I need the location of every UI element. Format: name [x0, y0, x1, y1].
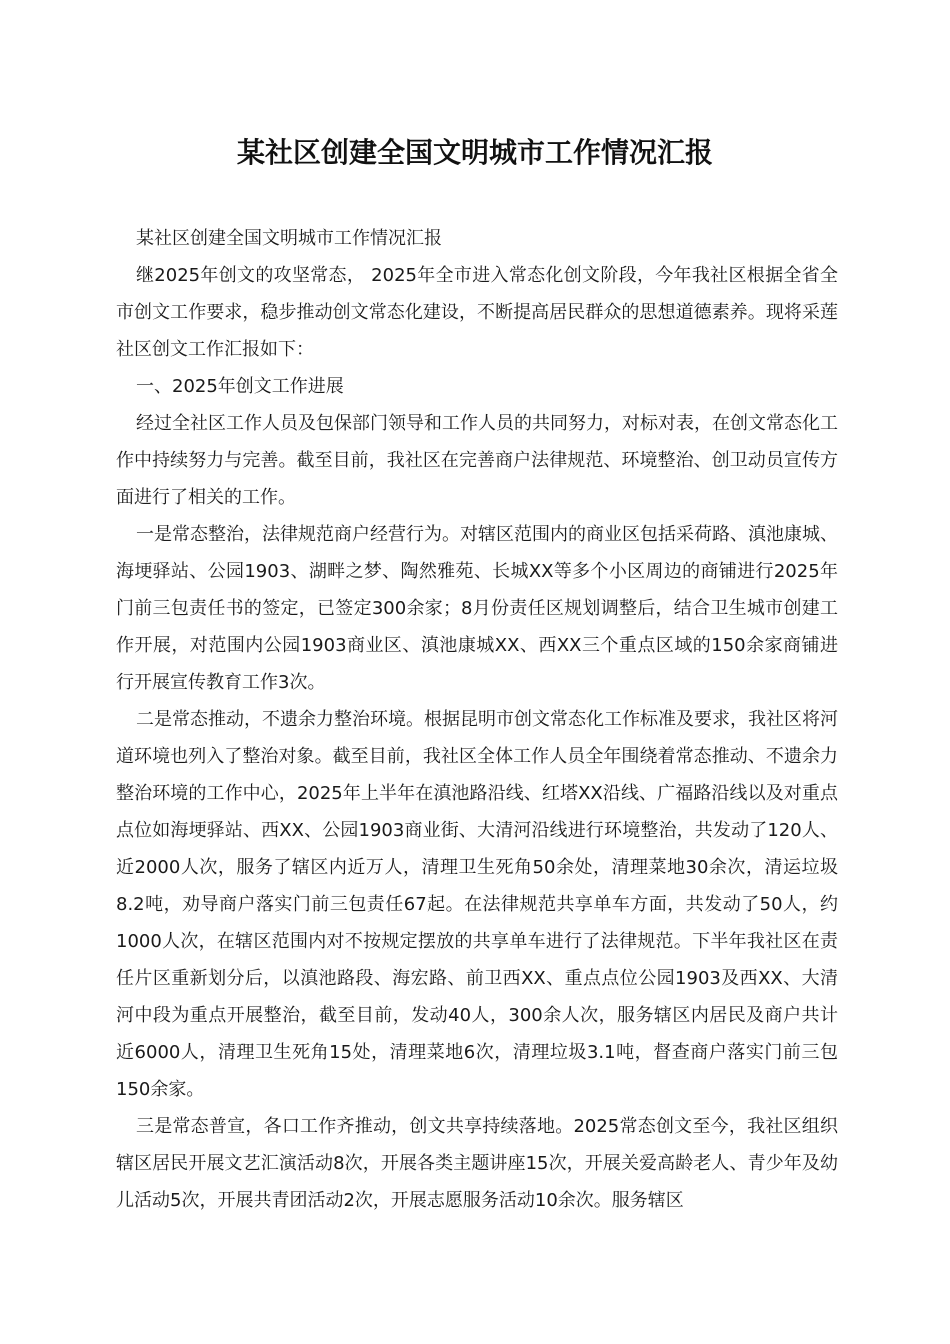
paragraph-progress: 经过全社区工作人员及包保部门领导和工作人员的共同努力，对标对表，在创文常态化工作中持续努力与完善。截至目前，我社区在完善商户法律规范、环境整治、创卫动员宣传方面进行了相关的工作。	[116, 413, 838, 508]
paragraph-intro: 继2025年创文的攻坚常态， 2025年全市进入常态化创文阶段，今年我社区根据全省全市创文工作要求，稳步推动创文常态化建设，不断提高居民群众的思想道德素养。现将采莲社区创文工作汇报如下：	[116, 265, 838, 360]
paragraph-point-one: 一是常态整治，法律规范商户经营行为。对辖区范围内的商业区包括采荷路、滇池康城、海埂驿站、公园1903、湖畔之梦、陶然雅苑、长城XX等多个小区周边的商铺进行2025年门前三包责任书的签定，已签定300余家；8月份责任区规划调整后，结合卫生城市创建工作开展，对范围内公园1903商业区、滇池康城XX、西XX三个重点区域的150余家商铺进行开展宣传教育工作3次。	[116, 524, 838, 693]
paragraph-point-three: 三是常态普宣，各口工作齐推动，创文共享持续落地。2025常态创文至今，我社区组织辖区居民开展文艺汇演活动8次，开展各类主题讲座15次，开展关爱高龄老人、青少年及幼儿活动5次，开展共青团活动2次，开展志愿服务活动10余次。服务辖区	[116, 1116, 838, 1211]
document-title: 某社区创建全国文明城市工作情况汇报	[236, 136, 713, 169]
paragraph-point-two: 二是常态推动，不遗余力整治环境。根据昆明市创文常态化工作标准及要求，我社区将河道环境也列入了整治对象。截至目前，我社区全体工作人员全年围绕着常态推动、不遗余力整治环境的工作中心，2025年上半年在滇池路沿线、红塔XX沿线、广福路沿线以及对重点点位如海埂驿站、西XX、公园1903商业街、大清河沿线进行环境整治，共发动了120人、近2000人次，服务了辖区内近万人，清理卫生死角50余处，清理菜地30余次，清运垃圾8.2吨，劝导商户落实门前三包责任67起。在法律规范共享单车方面，共发动了50人，约1000人次，在辖区范围内对不按规定摆放的共享单车进行了法律规范。下半年我社区在责任片区重新划分后，以滇池路段、海宏路、前卫西XX、重点点位公园1903及西XX、大清河中段为重点开展整治，截至目前，发动40人，300余人次，服务辖区内居民及商户共计近6000人，清理卫生死角15处，清理菜地6次，清理垃圾3.1吨，督查商户落实门前三包150余家。	[116, 709, 838, 1100]
section-heading: 一、2025年创文工作进展	[136, 376, 344, 397]
paragraph-subtitle: 某社区创建全国文明城市工作情况汇报	[136, 228, 442, 249]
document-body	[116, 220, 838, 1219]
